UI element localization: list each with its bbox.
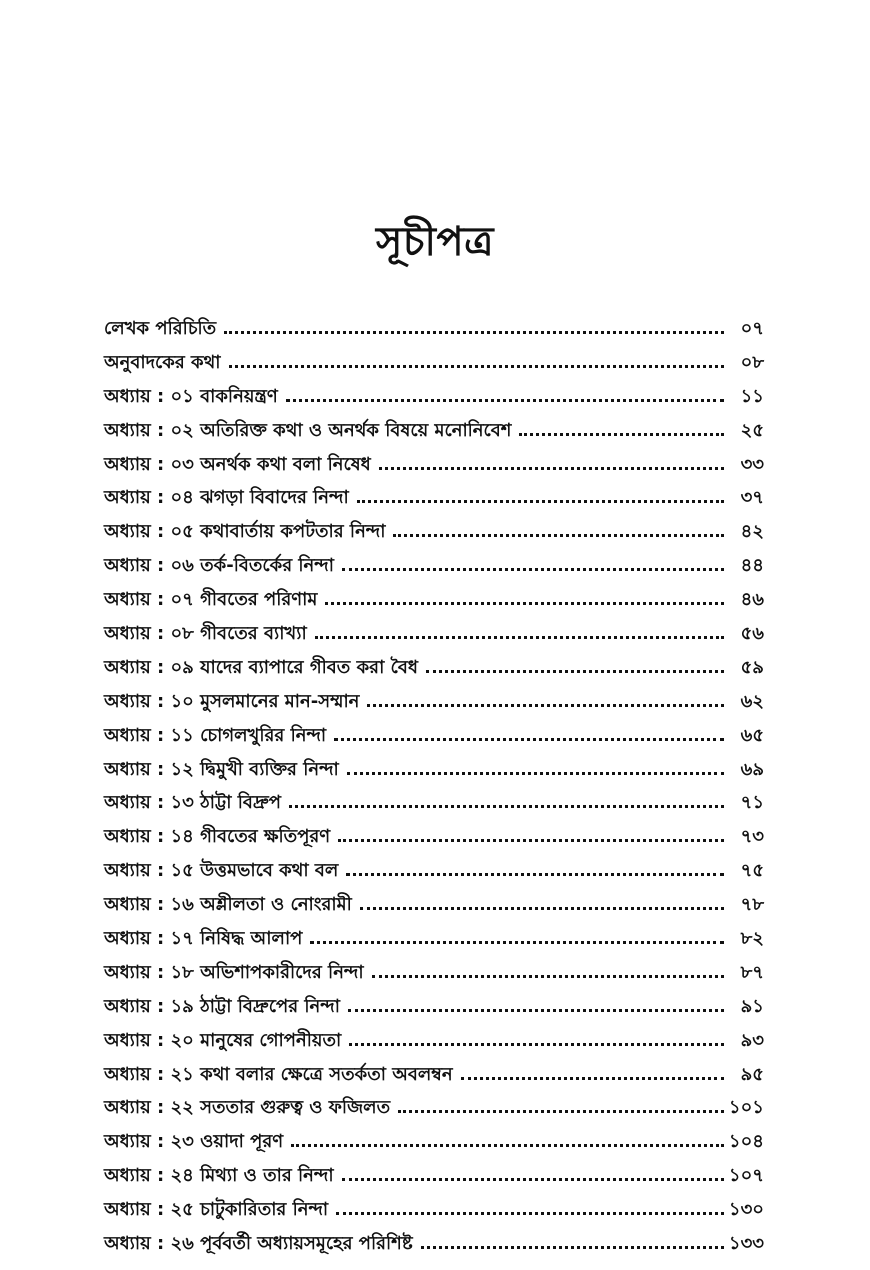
toc-entry [104,687,764,721]
toc-entry-label: অধ্যায় : ২৬ পূর্ববর্তী অধ্যায়সমূহের পরিশিষ্ট [104,1233,413,1255]
toc-entry [104,1093,764,1127]
toc-entry-label: অধ্যায় : ২১ কথা বলার ক্ষেত্রে সতর্কতা অবলম্বন [104,1063,453,1085]
dot-leader [338,838,724,842]
toc-entry-page-number: ৫৬ [740,623,764,645]
toc-entry-page-number: ৩৭ [740,487,764,509]
toc-entry [104,585,764,619]
toc-entry-page-number: ৬৯ [740,758,764,780]
toc-entry-label: অধ্যায় : ১৩ ঠাট্টা বিদ্রুপ [104,792,281,814]
toc-entry-page-number: ১৩৩ [728,1233,764,1255]
toc-entry [104,517,764,551]
toc-entry [104,721,764,755]
toc-entry [104,1195,764,1229]
toc-entry [104,619,764,653]
toc-entry-label: অধ্যায় : ১৮ অভিশাপকারীদের নিন্দা [104,961,364,983]
toc-entry [104,416,764,450]
dot-leader [310,940,724,944]
toc-entry [104,314,764,348]
dot-leader [348,1008,724,1012]
dot-leader [367,703,724,707]
toc-entry [104,653,764,687]
dot-leader [334,737,724,741]
toc-entry-page-number: ৪২ [740,521,764,543]
toc-entry-page-number: ৪৪ [740,555,764,577]
dot-leader [393,533,724,537]
toc-entry-label: অধ্যায় : ২৩ ওয়াদা পূরণ [104,1131,284,1153]
toc-entry-page-number: ২৫ [740,419,764,441]
toc-entry-label: অধ্যায় : ১৫ উত্তমভাবে কথা বল [104,860,339,882]
toc-entry-page-number: ১০১ [728,1097,764,1119]
toc-entry-label: অধ্যায় : ০৪ ঝগড়া বিবাদের নিন্দা [104,487,349,509]
dot-leader [291,1143,724,1147]
toc-entry [104,483,764,517]
toc-entry-page-number: ৮৭ [740,961,764,983]
toc-entry-page-number: ৭৩ [740,826,764,848]
page-title: সূচীপত্র [376,219,494,265]
dot-leader [224,330,724,334]
toc-entry [104,822,764,856]
toc-entry-label: অধ্যায় : ০৫ কথাবার্তায় কপটতার নিন্দা [104,521,386,543]
toc-entry [104,992,764,1026]
dot-leader [519,432,724,436]
toc-entry-label: অধ্যায় : ১২ দ্বিমুখী ব্যক্তির নিন্দা [104,758,339,780]
toc-entry [104,1026,764,1060]
toc-entry-page-number: ৯১ [740,995,764,1017]
toc-entry-label: অধ্যায় : ০১ বাকনিয়ন্ত্রণ [104,385,278,407]
dot-leader [398,1109,724,1113]
toc-entry-page-number: ৯৩ [740,1029,764,1051]
toc-entry-label: অধ্যায় : ১১ চোগলখুরির নিন্দা [104,724,327,746]
toc-entry-label: অনুবাদকের কথা [104,351,221,373]
toc-entry-label: অধ্যায় : ০৮ গীবতের ব্যাখ্যা [104,623,307,645]
toc-entry [104,1229,764,1263]
dot-leader [286,398,724,402]
toc-entry-label: অধ্যায় : ২৫ চাটুকারিতার নিন্দা [104,1199,329,1221]
toc-list [104,314,764,1263]
toc-entry [104,382,764,416]
toc-entry [104,1060,764,1094]
toc-entry [104,551,764,585]
toc-entry-label: অধ্যায় : ০৩ অনর্থক কথা বলা নিষেধ [104,453,371,475]
toc-entry-page-number: ০৮ [740,351,764,373]
toc-entry-label: অধ্যায় : ০৯ যাদের ব্যাপারে গীবত করা বৈধ [104,656,418,678]
toc-entry-label: অধ্যায় : ১৭ নিষিদ্ধ আলাপ [104,928,303,950]
toc-entry-page-number: ৬২ [740,690,764,712]
toc-entry [104,958,764,992]
toc-entry [104,856,764,890]
dot-leader [426,669,724,673]
toc-entry-page-number: ১০৪ [728,1131,764,1153]
toc-entry-label: অধ্যায় : ১৯ ঠাট্টা বিদ্রুপের নিন্দা [104,995,340,1017]
toc-entry-page-number: ৪৬ [740,589,764,611]
dot-leader [421,1245,724,1249]
toc-entry-label: অধ্যায় : ২০ মানুষের গোপনীয়তা [104,1029,342,1051]
dot-leader [342,567,724,571]
toc-entry-page-number: ০৭ [740,318,764,339]
toc-entry-page-number: ৩৩ [740,453,764,475]
toc-entry [104,924,764,958]
toc-entry-label: অধ্যায় : ১৬ অশ্লীলতা ও নোংরামী [104,894,352,916]
toc-entry-page-number: ১৩০ [728,1199,764,1221]
toc-entry-page-number: ৭৫ [740,860,764,882]
toc-entry [104,1127,764,1161]
toc-entry [104,1161,764,1195]
toc-entry [104,348,764,382]
dot-leader [372,974,724,978]
toc-entry-page-number: ১০৭ [728,1165,764,1187]
toc-entry [104,450,764,484]
toc-entry-page-number: ৭১ [740,792,764,814]
toc-entry-page-number: ৮২ [740,928,764,950]
toc-entry-page-number: ৬৫ [740,724,764,746]
toc-entry-label: অধ্যায় : ১০ মুসলমানের মান-সম্মান [104,690,360,712]
dot-leader [336,1211,724,1215]
dot-leader [289,804,724,808]
toc-entry-page-number: ১১ [740,385,764,407]
dot-leader [357,499,724,503]
toc-entry-label: অধ্যায় : ১৪ গীবতের ক্ষতিপূরণ [104,826,331,848]
toc-entry-label: অধ্যায় : ২২ সততার গুরুত্ব ও ফজিলত [104,1097,391,1119]
toc-entry [104,890,764,924]
dot-leader [229,364,725,368]
toc-entry-label: অধ্যায় : ০২ অতিরিক্ত কথা ও অনর্থক বিষয়ে মনোনিবেশ [104,419,512,441]
toc-entry [104,755,764,789]
toc-entry-label: অধ্যায় : ০৭ গীবতের পরিণাম [104,589,318,611]
dot-leader [347,771,724,775]
toc-entry-page-number: ৭৮ [740,894,764,916]
dot-leader [349,1042,724,1046]
toc-entry-label: অধ্যায় : ০৬ তর্ক-বিতর্কের নিন্দা [104,555,334,577]
dot-leader [346,872,724,876]
dot-leader [360,906,724,910]
toc-entry-page-number: ৫৯ [740,656,764,678]
toc-entry-label: অধ্যায় : ২৪ মিথ্যা ও তার নিন্দা [104,1165,334,1187]
dot-leader [315,635,724,639]
dot-leader [325,601,724,605]
toc-entry-page-number: ৯৫ [740,1063,764,1085]
dot-leader [379,466,724,470]
toc-entry [104,788,764,822]
dot-leader [342,1177,724,1181]
toc-entry-label: লেখক পরিচিতি [104,318,217,339]
dot-leader [461,1076,724,1080]
